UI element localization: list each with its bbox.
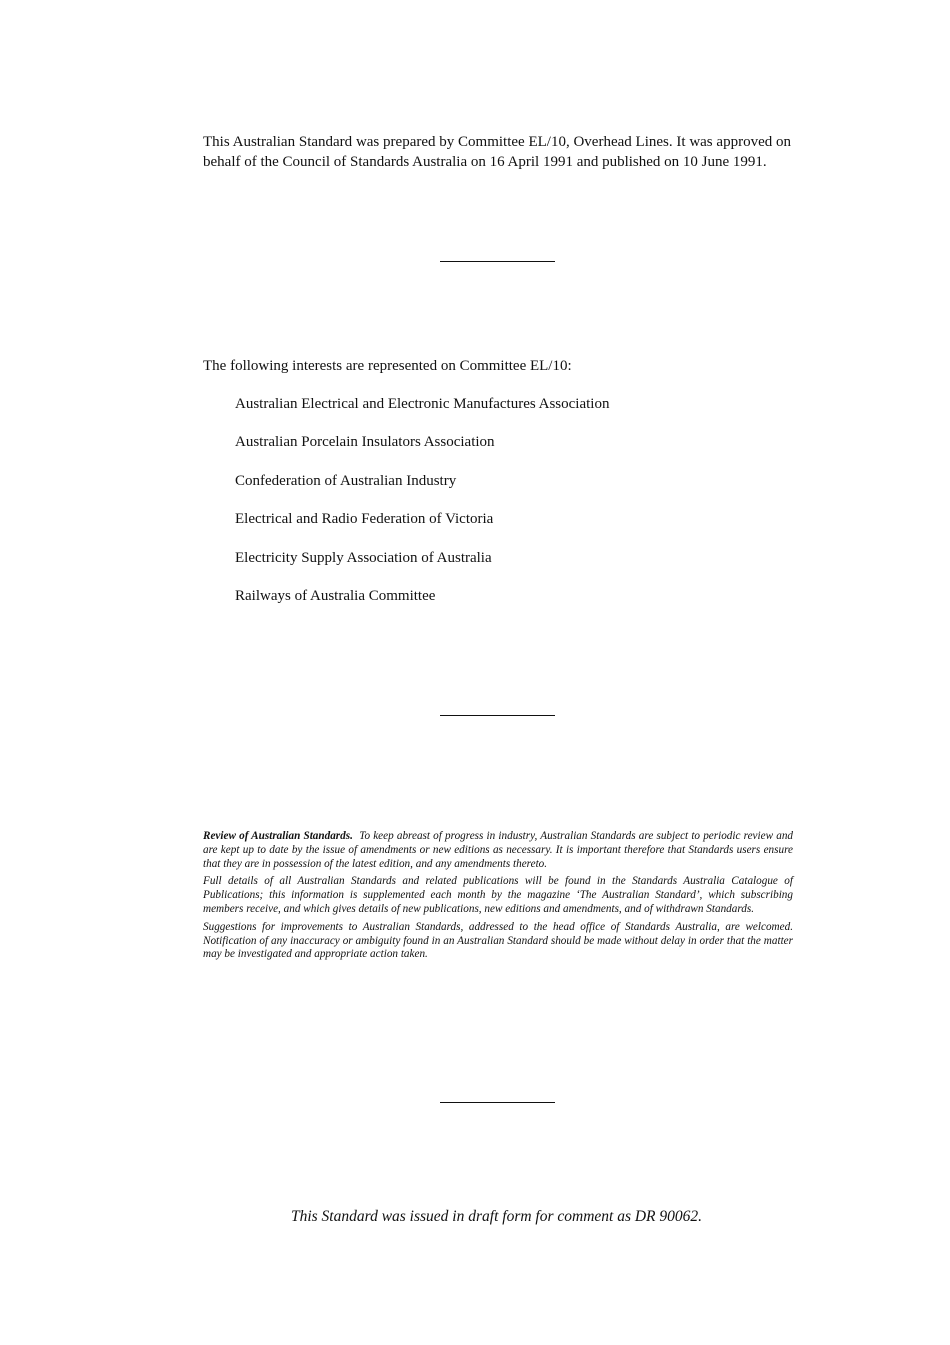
section-divider	[440, 715, 555, 716]
section-divider	[440, 1102, 555, 1103]
list-item: Electrical and Radio Federation of Victoria	[235, 511, 494, 528]
interests-list	[235, 394, 609, 624]
review-text: To keep abreast of progress in industry, Australian Standards are subject to periodic review and are kept up to date by the issue of amendments or new editions as necessary. It is important therefore that Standards users ensure that they are in possession of the latest edition, and any amendments thereto.	[203, 830, 794, 870]
review-notice	[203, 830, 793, 966]
preparation-statement: This Australian Standard was prepared by Committee EL/10, Overhead Lines. It was approved on behalf of the Council of Standards Australia on 16 April 1991 and published on 10 June 1991.	[203, 134, 791, 170]
suggestions-paragraph: Suggestions for improvements to Australian Standards, addressed to the head office of Standards Australia, are welcomed. Notification of any inaccuracy or ambiguity found in an Australian Standard should be made without delay in order that the matter may be investigated and appropriate action taken.	[203, 920, 793, 961]
review-heading: Review of Australian Standards.	[203, 830, 353, 842]
list-item: Australian Porcelain Insulators Association	[235, 434, 495, 451]
review-paragraph	[203, 830, 793, 871]
list-item: Railways of Australia Committee	[235, 587, 436, 604]
section-divider	[440, 261, 555, 262]
list-item: Electricity Supply Association of Australia	[235, 549, 492, 566]
list-item: Confederation of Australian Industry	[235, 472, 457, 489]
catalogue-paragraph: Full details of all Australian Standards and related publications will be found in the Standards Australia Catalogue of Publications; this information is supplemented each month by the magazine ‘The Australian Standard’, which subscribing members receive, and which gives details of new publications, new editions and amendments, and of withdrawn Standards.	[203, 875, 793, 915]
list-item: Australian Electrical and Electronic Manufactures Association	[235, 396, 610, 412]
interests-intro: The following interests are represented on Committee EL/10:	[203, 358, 572, 374]
draft-note: This Standard was issued in draft form for comment as DR 90062.	[290, 1208, 703, 1225]
